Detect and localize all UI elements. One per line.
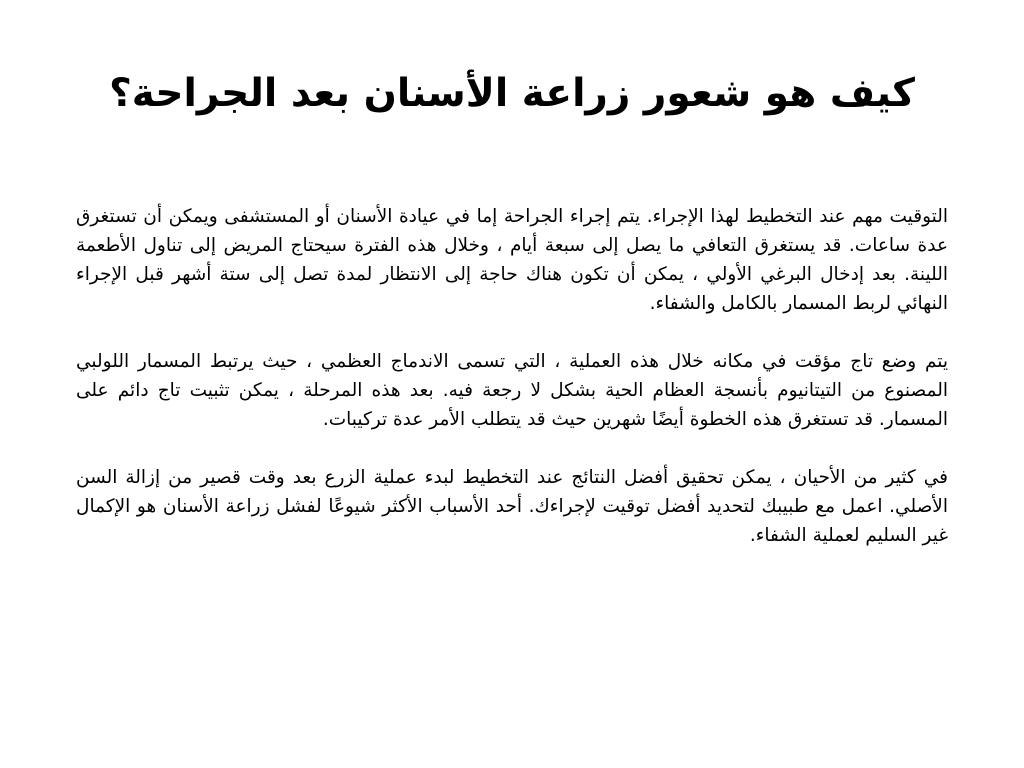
paragraph-osseointegration: يتم وضع تاج مؤقت في مكانه خلال هذه العملية ، التي تسمى الاندماج العظمي ، حيث يرتبط المسمار اللولبي المصنوع من التيتانيوم بأنسجة العظام الحية بشكل لا رجعة فيه. بعد هذه المرحلة ، يمكن تثبيت تاج دائم على المسمار. قد تستغرق هذه الخطوة أيضًا شهرين حيث قد يتطلب الأمر عدة تركيبات. bbox=[76, 351, 948, 430]
slide-body bbox=[76, 202, 948, 579]
paragraph-timing: التوقيت مهم عند التخطيط لهذا الإجراء. يتم إجراء الجراحة إما في عيادة الأسنان أو المستشفى ويمكن أن تستغرق عدة ساعات. قد يستغرق التعافي ما يصل إلى سبعة أيام ، وخلال هذه الفترة سيحتاج المريض إلى تناول الأطعمة اللينة. بعد إدخال البرغي الأولي ، يمكن أن تكون هناك حاجة إلى الانتظار لمدة تصل إلى ستة أشهر قبل الإجراء النهائي لربط المسمار بالكامل والشفاء. bbox=[76, 206, 948, 314]
slide-title: كيف هو شعور زراعة الأسنان بعد الجراحة؟ bbox=[109, 71, 915, 116]
paragraph-best-results: في كثير من الأحيان ، يمكن تحقيق أفضل النتائج عند التخطيط لبدء عملية الزرع بعد وقت قصير من إزالة السن الأصلي. اعمل مع طبيبك لتحديد أفضل توقيت لإجراءك. أحد الأسباب الأكثر شيوعًا لفشل زراعة الأسنان هو الإكمال غير السليم لعملية الشفاء. bbox=[76, 467, 948, 546]
